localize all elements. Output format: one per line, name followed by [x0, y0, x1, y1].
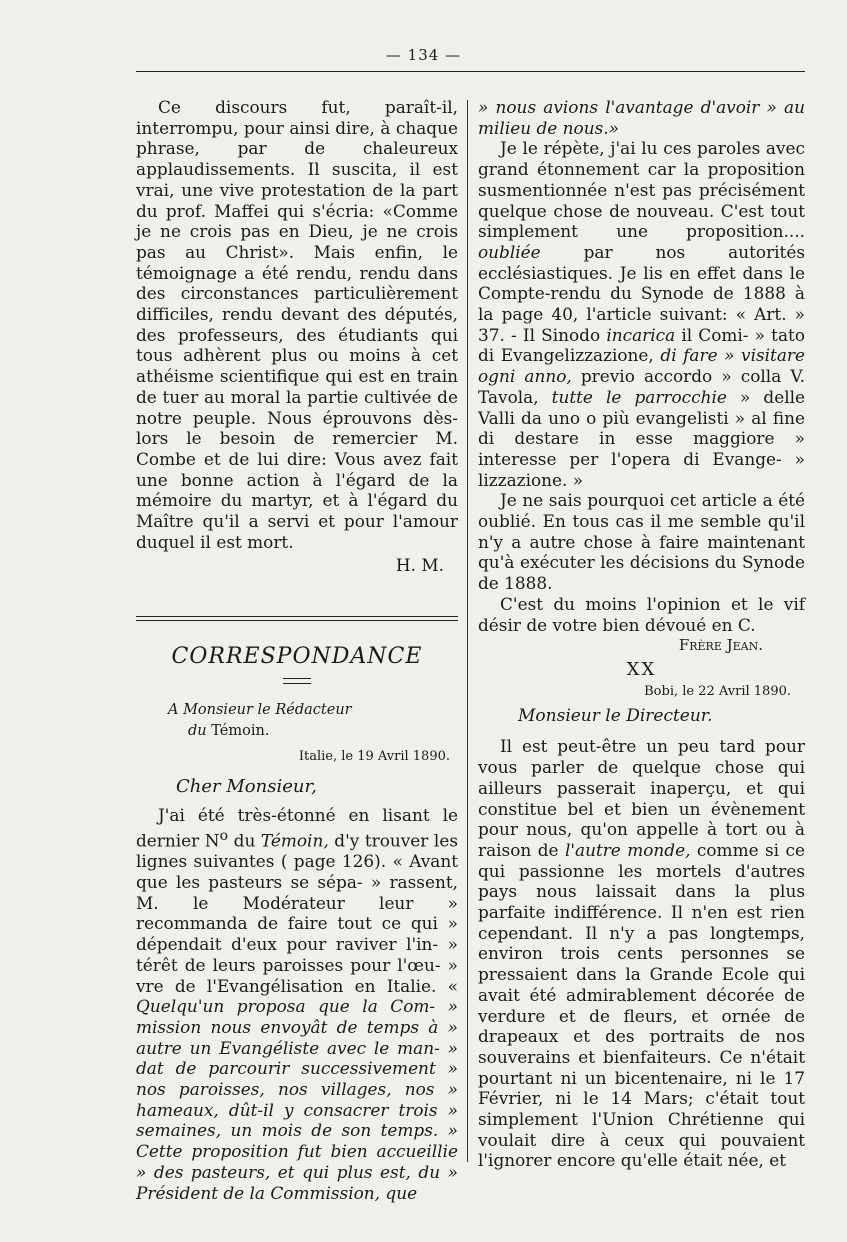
article-ending-paragraph: Ce discours fut, paraît-il, interrompu, pour ainsi dire, à chaque phrase, par de chaleureux applaudissements. Il suscita, il est vrai, une vive protestation de la part du prof. Maffei qui s'écria: «Comme je ne crois pas en Dieu, je ne crois pas au Christ». Mais enfin, le témoignage a été rendu, rendu dans des circonstances particulièrement difficiles, rendu devant des députés, des professeurs, des étudiants qui tous adhèrent plus ou moins à cet athéisme scientifique qui est en train de tuer au moral la partie cultivée de notre peuple. Nous éprouvons dès-lors le besoin de remercier M. Combe et de lui dire: Vous avez fait une bonne action à l'égard de la mémoire du martyr, et à l'égard du Maître qu'il a servi et pour l'amour duquel il est mort. — [136, 97, 458, 552]
letter-place-date: Italie, le 19 Avril 1890. — [298, 748, 450, 764]
para1-text-c: il Comi- » tato di Evangelizzazione, — [478, 324, 805, 366]
article-signature: H. M. — [395, 555, 444, 576]
para1-italic-2: incarica — [606, 324, 676, 345]
addressee-temoin: Témoin. — [211, 722, 270, 739]
addressee-line-1: A Monsieur le Rédacteur — [168, 702, 352, 719]
letter-paragraph-1 — [478, 138, 805, 490]
letter-intro-c: d'y trouver les lignes suivantes ( page 126). « Avant que les pasteurs se sépa- » rassent, M. le Modérateur leur » recommanda de faire tout ce qui » dépendait d'eux pour raviver l'in- » térêt de leurs paroisses pour l'œu- » vre de l'Evangélisation en Italie. « — [136, 830, 458, 996]
right-column — [478, 97, 805, 1171]
para1-text-e: » delle Valli da uno o più evangelisti » al fine di destare in esse maggiore » interesse per l'opera di Evange- » lizzazione. » — [478, 386, 805, 490]
para4-text: Il est peut-être un peu tard pour vous parler de quelque chose qui ailleurs passerait inaperçu, et qui constitue bel et bien un évènement pour nous, qu'on appelle à tort ou à raison de — [478, 736, 805, 860]
letter-paragraph-2: Je ne sais pourquoi cet article a été oublié. En tous cas il me semble qu'il n'y a autre chose à faire maintenant qu'à exécuter les décisions du Synode de 1888. — [478, 490, 805, 594]
page-number: — 134 — — [385, 46, 462, 64]
letter-intro-sup: o — [219, 827, 229, 844]
para4-italic: l'autre monde, — [564, 839, 691, 860]
letter-salutation: Cher Monsieur, — [176, 775, 317, 797]
header-rule — [136, 71, 805, 72]
para1-italic-3: di fare » visitare ogni anno, — [478, 345, 805, 387]
letter-body — [136, 805, 458, 1203]
letter-intro-a: J'ai été très-étonné en lisant le dernier N — [136, 805, 458, 851]
letter-signature: Frère Jean. — [678, 636, 763, 655]
letter-intro-italic: Témoin, — [260, 830, 329, 851]
section-separator — [136, 616, 458, 624]
letter-intro-b: du — [228, 830, 261, 851]
para4-text-b: comme si ce qui passionne les mortels d'autres pays nous laissait dans la plus parfaite indifférence. Il n'en est rien cependant. Il n'y a pas longtemps, environ trois cents personnes se pressaient dans la Grande Ecole qui avait été admirablement décorée de verdure et de fleurs, et ornée de drapeaux et des portraits de nos souverains et bienfaiteurs. Ce n'était pourtant ni un bicentenaire, ni le 17 Février, ni le 14 Mars; c'était tout simplement l'Union Chrétienne qui voulait dire à ceux qui pouvaient l'ignorer encore qu'elle était née, et — [478, 839, 805, 1171]
addressee-du: du — [188, 722, 207, 739]
para1-text: Je le répète, j'ai lu ces paroles avec grand étonnement car la proposition susmentionnée n'est pas précisément quelque chose de nouveau. C'est tout simplement une proposition.... — [478, 138, 805, 242]
letter-quote-italic: Quelqu'un proposa que la Com- » mission nous envoyât de temps à » autre un Evangéliste avec le man- » dat de parcourir successivement » nos paroisses, nos villages, nos » hameaux, dût-il y consacrer trois » semaines, un mois de son temps. » Cette proposition fut bien accueillie » des pasteurs, et qui plus est, du » Président de la Commission, que — [136, 996, 458, 1203]
column-divider — [467, 100, 468, 1162]
quote-continuation: » nous avions l'avantage d'avoir » au milieu de nous.» — [478, 97, 805, 138]
letter-paragraph-3: C'est du moins l'opinion et le vif désir de votre bien dévoué en C. — [478, 593, 805, 635]
para1-text-d: previo accordo » colla V. Tavola, — [478, 366, 806, 407]
second-letter-place-date: Bobi, le 22 Avril 1890. — [644, 683, 791, 699]
section-title: CORRESPONDANCE — [171, 644, 423, 670]
para1-italic-4: tutte le parrocchie — [551, 386, 727, 407]
left-column — [136, 97, 458, 1203]
second-letter-body — [478, 736, 805, 1171]
para1-italic: oubliée — [478, 241, 541, 262]
addressee-line-2 — [136, 721, 458, 742]
title-ornament — [283, 678, 311, 688]
para1-text-b: par nos autorités ecclésiastiques. Je lis en effet dans le Compte-rendu du Synode de 1888 à la page 40, l'article suivant: « Art. » 37. - Il Sinodo — [478, 241, 805, 345]
second-letter-salutation: Monsieur le Directeur. — [518, 705, 713, 726]
section-crosses: XX — [626, 658, 657, 680]
